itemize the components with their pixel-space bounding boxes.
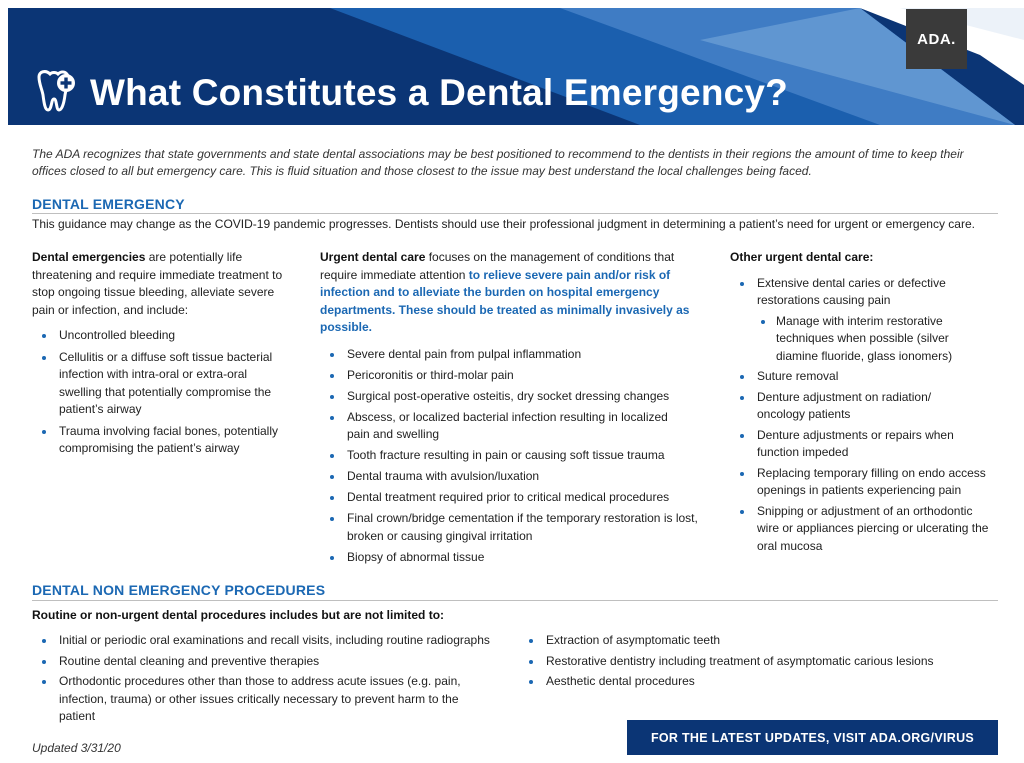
- list-item: Suture removal: [730, 368, 998, 386]
- list-item: Biopsy of abnormal tissue: [320, 549, 715, 567]
- ada-logo: [906, 9, 967, 69]
- sub-list-item: Manage with interim restorative techniques when possible (silver diamine fluoride, glass ionomers): [730, 313, 976, 366]
- section-divider: [32, 600, 998, 601]
- urgent-care-column: [320, 249, 715, 566]
- list-item: Initial or periodic oral examinations and recall visits, including routine radiographs: [32, 632, 502, 650]
- list-item: Abscess, or localized bacterial infection resulting in localized pain and swelling: [320, 409, 677, 444]
- urgent-list: [320, 346, 715, 567]
- emergency-column: [32, 249, 284, 458]
- list-item: Denture adjustment on radiation/ oncology patients: [730, 389, 957, 424]
- list-item: Uncontrolled bleeding: [32, 327, 284, 345]
- urgent-lead: [320, 249, 692, 337]
- non-emergency-lead: Routine or non-urgent dental procedures includes but are not limited to:: [32, 608, 445, 622]
- emergency-lead: [32, 249, 284, 319]
- list-item: Tooth fracture resulting in pain or causing soft tissue trauma: [320, 447, 715, 465]
- section-divider: [32, 213, 998, 214]
- list-item: Final crown/bridge cementation if the temporary restoration is lost, broken or causing gingival irritation: [320, 510, 715, 545]
- list-item: Routine dental cleaning and preventive therapies: [32, 653, 502, 671]
- non-emergency-right-column: [519, 632, 989, 691]
- list-item: Pericoronitis or third-molar pain: [320, 367, 715, 385]
- list-item: Restorative dentistry including treatment of asymptomatic carious lesions: [519, 653, 989, 671]
- other-urgent-column: [730, 249, 998, 555]
- urgent-lead-text: focuses on the management of conditions that require immediate attention: [320, 250, 675, 282]
- list-item: Dental treatment required prior to critical medical procedures: [320, 489, 715, 507]
- list-item: Extraction of asymptomatic teeth: [519, 632, 989, 650]
- list-item: Orthodontic procedures other than those to address acute issues (e.g. pain, infection, trauma) or other issues critically necessary to prevent harm to the patient: [32, 673, 479, 726]
- list-item: Trauma involving facial bones, potentially compromising the patient’s airway: [32, 423, 284, 458]
- guidance-text: This guidance may change as the COVID-19 pandemic progresses. Dentists should use their professional judgment in determining a patient’s need for urgent or emergency care.: [32, 217, 975, 231]
- list-item: Severe dental pain from pulpal inflammation: [320, 346, 715, 364]
- header-banner: [0, 0, 1024, 128]
- other-urgent-list: [730, 275, 998, 556]
- list-item: Snipping or adjustment of an orthodontic wire or appliances piercing or ulcerating the oral mucosa: [730, 503, 997, 556]
- page-title: What Constitutes a Dental Emergency?: [90, 72, 788, 113]
- non-emergency-lead-wrap: [32, 607, 532, 625]
- non-emergency-right-list: [519, 632, 989, 691]
- tooth-plus-icon: [32, 69, 78, 113]
- emergency-list: [32, 327, 284, 458]
- other-urgent-heading: Other urgent dental care:: [730, 250, 874, 264]
- intro-paragraph: The ADA recognizes that state governments and state dental associations may be best positioned to recommend to the dentists in their regions the amount of time to keep their offices closed to all but emergency care. This is fluid situation and those closest to the issue may best understand the local challenges being faced.: [32, 147, 964, 178]
- non-emergency-left-column: [32, 632, 502, 726]
- latest-updates-link[interactable]: FOR THE LATEST UPDATES, VISIT ADA.ORG/VIRUS: [627, 720, 998, 755]
- list-item: Denture adjustments or repairs when function impeded: [730, 427, 977, 462]
- section-heading-non-emergency: DENTAL NON EMERGENCY PROCEDURES: [32, 582, 326, 598]
- non-emergency-left-list: [32, 632, 502, 726]
- section-heading-emergency: DENTAL EMERGENCY: [32, 196, 185, 212]
- ada-logo-text: ADA.: [917, 30, 956, 48]
- list-item: Surgical post-operative osteitis, dry socket dressing changes: [320, 388, 715, 406]
- list-item: Extensive dental caries or defective restorations causing pain: [730, 275, 972, 310]
- emergency-lead-text: are potentially life threatening and require immediate treatment to stop ongoing tissue bleeding, alleviate severe pain or infection, and include:: [32, 250, 283, 317]
- list-item: Dental trauma with avulsion/luxation: [320, 468, 715, 486]
- list-item: Replacing temporary filling on endo access openings in patients experiencing pain: [730, 465, 997, 500]
- list-item: Aesthetic dental procedures: [519, 673, 989, 691]
- emergency-lead-bold: Dental emergencies: [32, 250, 146, 264]
- list-item: Cellulitis or a diffuse soft tissue bacterial infection with intra-oral or extra-oral swelling that potentially compromise the patient’s airway: [32, 349, 284, 419]
- updated-date: Updated 3/31/20: [32, 741, 121, 755]
- urgent-lead-bold: Urgent dental care: [320, 250, 426, 264]
- urgent-lead-highlight: to relieve severe pain and/or risk of infection and to alleviate the burden on hospital emergency departments. These should be treated as minimally invasively as possible.: [320, 267, 690, 334]
